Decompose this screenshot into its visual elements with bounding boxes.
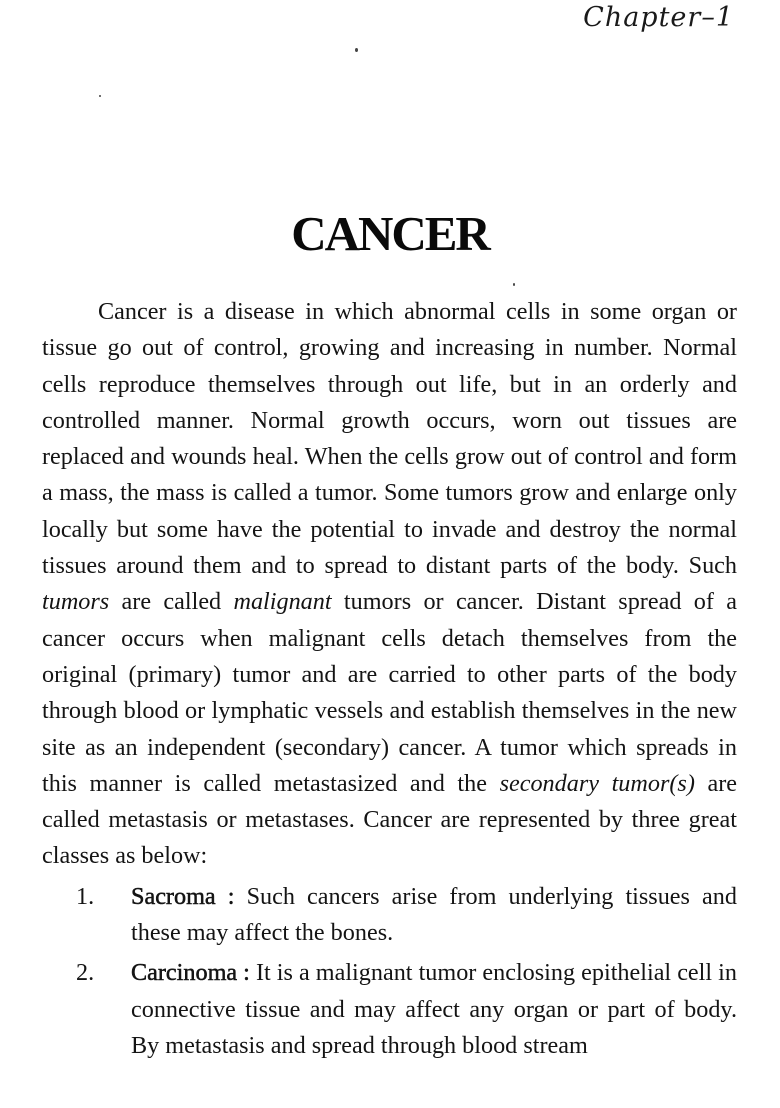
list-item-body bbox=[131, 879, 737, 952]
intro-paragraph bbox=[42, 294, 737, 875]
list-item-body bbox=[131, 955, 737, 1064]
class-description: Such cancers arise from underlying tissues and these may affect the bones. bbox=[131, 882, 737, 947]
scan-speck bbox=[513, 283, 515, 286]
page-title: CANCER bbox=[291, 205, 489, 261]
class-description: It is a malignant tumor enclosing epithelial cell in connective tissue and may affect any organ or part of body. By metastasis and spread through blood stream bbox=[131, 959, 737, 1059]
scan-speck bbox=[355, 48, 358, 52]
class-term: Carcinoma bbox=[131, 959, 238, 987]
list-item bbox=[42, 879, 737, 952]
paragraph-segment: tumors or cancer. Distant spread of a cancer occurs when malignant cells detach themselves from the original (primary) tumor and are carried to other parts of the body through blood or lymphatic vessels and establish themselves in the new site as an independent (secondary) cancer. A tumor which spreads in this manner is called metastasized and the bbox=[42, 588, 737, 797]
paragraph-segment-italic: malignant bbox=[233, 588, 332, 616]
class-term: Sacroma bbox=[131, 882, 216, 910]
list-item-number: 1. bbox=[76, 882, 95, 910]
class-separator: : bbox=[215, 882, 247, 910]
cancer-classes-list bbox=[42, 879, 737, 1064]
paragraph-segment: are called metastasis or metastases. Cancer are represented by three great classes as below: bbox=[42, 769, 737, 870]
chapter-label: Chapter–1 bbox=[583, 2, 734, 33]
paragraph-segment: are called bbox=[109, 588, 234, 616]
scan-speck bbox=[99, 95, 101, 97]
list-item-number: 2. bbox=[76, 959, 95, 987]
class-separator: : bbox=[237, 959, 256, 987]
list-item bbox=[42, 955, 737, 1064]
body-text bbox=[42, 294, 737, 1068]
paragraph-segment: Cancer is a disease in which abnormal cells in some organ or tissue go out of control, growing and increasing in number. Normal cells reproduce themselves through out life, but in an orderly and controlled manner. Normal growth occurs, worn out tissues are replaced and wounds heal. When the cells grow out of control and form a mass, the mass is called a tumor. Some tumors grow and enlarge only locally but some have the potential to invade and destroy the normal tissues around them and to spread to distant parts of the body. Such bbox=[42, 298, 737, 580]
paragraph-segment-italic: tumors bbox=[42, 588, 110, 616]
paragraph-segment-italic: secondary tumor(s) bbox=[499, 769, 695, 797]
